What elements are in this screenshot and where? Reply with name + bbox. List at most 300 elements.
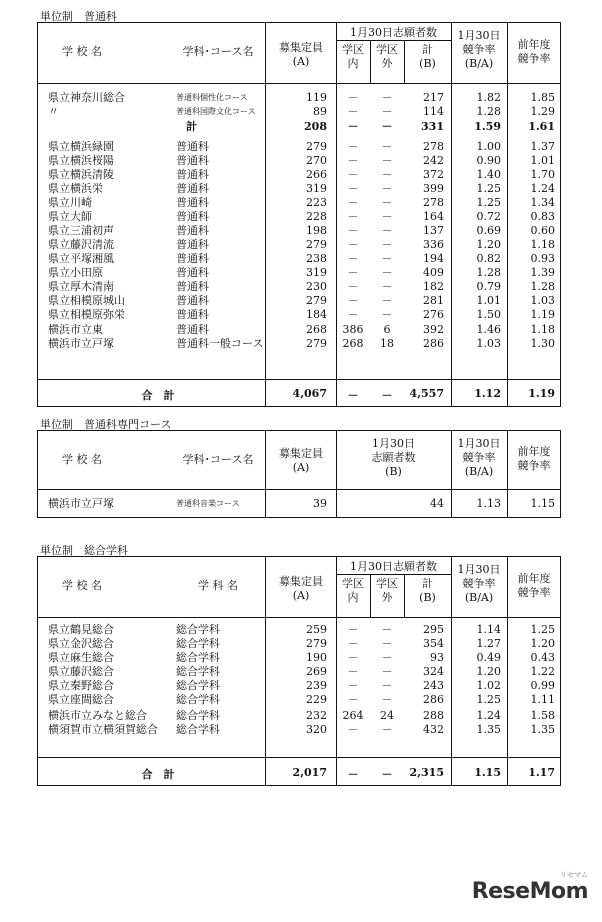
table-row: [38, 224, 560, 238]
total-in: －: [347, 389, 359, 402]
district-in: －: [347, 723, 359, 736]
district-in: －: [347, 693, 359, 706]
prev-ratio: 1.39: [530, 266, 555, 279]
ratio: 1.27: [476, 637, 501, 650]
table-header: [38, 23, 560, 84]
header-applicants: 1月30日志願者数: [350, 560, 437, 573]
prev-ratio: 1.85: [530, 91, 555, 104]
school-name: 〃: [48, 105, 59, 118]
school-name: 県立川崎: [48, 196, 92, 209]
ratio: 1.46: [476, 323, 501, 336]
prev-ratio: 1.24: [530, 182, 555, 195]
ratio: 1.25: [476, 196, 501, 209]
prev-ratio: 1.35: [530, 723, 555, 736]
prev-ratio: 0.93: [530, 252, 555, 265]
district-in: －: [347, 651, 359, 664]
applicants: 137: [423, 224, 444, 237]
ratio: 1.28: [476, 105, 501, 118]
total-prev: 1.19: [528, 387, 555, 400]
applicants: 399: [423, 182, 444, 195]
total-row: [38, 379, 560, 408]
applicants: 114: [423, 105, 444, 118]
prev-ratio: 1.03: [530, 294, 555, 307]
school-name: 県立藤沢清流: [48, 238, 114, 251]
table-row: [38, 665, 560, 679]
applicants: 93: [430, 651, 444, 664]
school-name: 県立小田原: [48, 266, 103, 279]
prev-ratio: 0.43: [530, 651, 555, 664]
prev-ratio: 1.15: [530, 497, 555, 510]
capacity: 184: [306, 308, 327, 321]
ratio: 1.59: [474, 120, 501, 133]
school-name: 県立厚木清南: [48, 280, 114, 293]
school-name: 県立座間総合: [48, 693, 114, 706]
header-total: 計: [422, 577, 433, 590]
header-total-sub: (B): [419, 57, 436, 70]
header-capacity: 募集定員: [279, 447, 323, 460]
district-out: －: [381, 266, 393, 279]
course-name: 普通科: [176, 308, 209, 321]
capacity: 223: [306, 196, 327, 209]
capacity: 198: [306, 224, 327, 237]
header-applicants-date: 1月30日: [372, 437, 415, 450]
total-in: －: [347, 768, 359, 781]
header-school: 学 校 名: [62, 579, 102, 592]
header-prev-sub: 競争率: [517, 52, 551, 65]
header-applicants: 1月30日志願者数: [350, 26, 437, 39]
district-out: －: [381, 252, 393, 265]
capacity: 320: [306, 723, 327, 736]
district-out: －: [381, 623, 393, 636]
applicants: 164: [423, 210, 444, 223]
total-ratio: 1.12: [474, 387, 501, 400]
district-in: 386: [342, 323, 364, 336]
header-capacity: 募集定員: [279, 575, 323, 588]
capacity: 232: [306, 709, 327, 722]
table-general: [37, 22, 561, 407]
table-row: [38, 196, 560, 210]
header-total-sub: (B): [419, 591, 436, 604]
logo-text: ReseMom: [471, 879, 588, 904]
course-name: 総合学科: [176, 637, 220, 650]
table-header: [38, 557, 560, 618]
district-in: －: [347, 105, 359, 118]
table-row: [38, 693, 560, 707]
table-row: [38, 637, 560, 651]
table-row: [38, 497, 560, 511]
header-course: 学科･コース名: [182, 45, 254, 58]
applicants: 242: [423, 154, 444, 167]
table-row: [38, 709, 560, 723]
school-name: 県立藤沢総合: [48, 665, 114, 678]
applicants: 392: [423, 323, 444, 336]
district-in: －: [347, 623, 359, 636]
header-ratio-date: 1月30日: [457, 437, 501, 450]
table-row: [38, 651, 560, 665]
table-row: [38, 120, 560, 134]
total-label: 合 計: [141, 768, 175, 781]
prev-ratio: 1.18: [530, 238, 555, 251]
table-special: [37, 430, 561, 518]
header-capacity-sub: (A): [292, 589, 310, 602]
header-ratio-sub: (B/A): [464, 57, 494, 70]
district-out: －: [381, 224, 393, 237]
ratio: 0.90: [476, 154, 501, 167]
applicants: 278: [423, 196, 444, 209]
course-name: 普通科音楽コース: [176, 499, 240, 508]
district-in: －: [347, 120, 359, 133]
prev-ratio: 1.25: [530, 623, 555, 636]
total-out: －: [381, 768, 393, 781]
total-capacity: 4,067: [292, 387, 327, 400]
prev-ratio: 1.30: [530, 337, 555, 350]
header-total: 計: [422, 43, 433, 56]
capacity: 266: [306, 168, 327, 181]
capacity: 230: [306, 280, 327, 293]
applicants: 182: [423, 280, 444, 293]
school-name: 県立大師: [48, 210, 92, 223]
school-name: 県立平塚湘風: [48, 252, 114, 265]
district-out: 24: [380, 709, 394, 722]
table-header: [38, 431, 560, 490]
course-name: 総合学科: [176, 679, 220, 692]
header-ratio: 競争率: [462, 43, 496, 56]
header-in: 学区: [342, 577, 364, 590]
header-prev: 前年度: [517, 38, 551, 51]
table-row: [38, 168, 560, 182]
header-out: 学区: [376, 577, 398, 590]
district-out: －: [381, 182, 393, 195]
applicants: 372: [423, 168, 444, 181]
header-capacity-sub: (A): [292, 55, 310, 68]
course-name: 普通科: [176, 323, 209, 336]
capacity: 229: [306, 693, 327, 706]
district-in: －: [347, 308, 359, 321]
prev-ratio: 1.34: [530, 196, 555, 209]
header-applicants-sub: (B): [385, 465, 402, 478]
header-capacity: 募集定員: [279, 41, 323, 54]
course-name: 普通科: [176, 140, 209, 153]
district-in: －: [347, 266, 359, 279]
district-out: －: [381, 308, 393, 321]
table-row: [38, 140, 560, 154]
capacity: 228: [306, 210, 327, 223]
course-name: 普通科: [176, 196, 209, 209]
ratio: 1.02: [476, 679, 501, 692]
ratio: 1.14: [476, 623, 501, 636]
course-name: 普通科: [176, 154, 209, 167]
district-out: －: [381, 637, 393, 650]
prev-ratio: 1.61: [528, 120, 555, 133]
total-capacity: 2,017: [292, 766, 327, 779]
total-out: －: [381, 389, 393, 402]
district-out: －: [381, 693, 393, 706]
course-name: 総合学科: [176, 623, 220, 636]
course-name: 普通科国際文化コース: [176, 107, 256, 116]
school-name: 県立鶴見総合: [48, 623, 114, 636]
district-out: 6: [383, 323, 391, 336]
total-applicants: 4,557: [409, 387, 444, 400]
school-name: 県立相模原城山: [48, 294, 125, 307]
section-title-special: 単位制 普通科専門コース: [40, 418, 172, 431]
ratio: 1.25: [476, 693, 501, 706]
header-course: 学科･コース名: [182, 453, 254, 466]
total-prev: 1.17: [528, 766, 555, 779]
district-out: －: [381, 91, 393, 104]
district-in: －: [347, 91, 359, 104]
header-course: 学 科 名: [198, 579, 238, 592]
ratio: 1.50: [476, 308, 501, 321]
course-name: 総合学科: [176, 665, 220, 678]
prev-ratio: 1.11: [530, 693, 555, 706]
prev-ratio: 1.22: [530, 665, 555, 678]
course-name: 総合学科: [176, 723, 220, 736]
resemom-logo[interactable]: [472, 879, 588, 904]
district-in: －: [347, 679, 359, 692]
district-out: －: [381, 294, 393, 307]
ratio: 1.82: [476, 91, 501, 104]
school-name: 横須賀市立横須賀総合: [48, 723, 158, 736]
logo-subtitle: リセマム: [560, 871, 588, 879]
district-out: －: [381, 196, 393, 209]
header-ratio-sub: (B/A): [464, 465, 494, 478]
ratio: 1.01: [476, 294, 501, 307]
capacity: 208: [304, 120, 327, 133]
capacity: 238: [306, 252, 327, 265]
course-name: 普通科: [176, 182, 209, 195]
school-name: 県立三浦初声: [48, 224, 114, 237]
course-name: 普通科一般コース: [176, 337, 264, 350]
total-label: 合 計: [141, 389, 175, 402]
table-row: [38, 337, 560, 351]
school-name: 横浜市立みなと総合: [48, 709, 147, 722]
ratio: 0.49: [476, 651, 501, 664]
table-row: [38, 623, 560, 637]
applicants: 354: [423, 637, 444, 650]
header-applicants: 志願者数: [371, 451, 416, 464]
capacity: 319: [306, 266, 327, 279]
applicants: 217: [423, 91, 444, 104]
ratio: 0.72: [476, 210, 501, 223]
ratio: 1.13: [476, 497, 501, 510]
school-name: 横浜市立東: [48, 323, 103, 336]
district-out: －: [381, 238, 393, 251]
course-name: 普通科: [176, 252, 209, 265]
district-out: －: [381, 665, 393, 678]
applicants: 194: [423, 252, 444, 265]
district-out: －: [381, 154, 393, 167]
header-in-sub: 内: [347, 57, 359, 70]
prev-ratio: 1.20: [530, 637, 555, 650]
header-school: 学 校 名: [62, 453, 102, 466]
prev-ratio: 1.29: [530, 105, 555, 118]
applicants: 432: [423, 723, 444, 736]
capacity: 270: [306, 154, 327, 167]
table-row: [38, 154, 560, 168]
school-name: 県立秦野総合: [48, 679, 114, 692]
header-prev: 前年度: [517, 445, 551, 458]
header-ratio-date: 1月30日: [457, 563, 501, 576]
capacity: 259: [306, 623, 327, 636]
district-out: －: [381, 210, 393, 223]
school-name: 県立相模原弥栄: [48, 308, 125, 321]
table-row: [38, 323, 560, 337]
capacity: 119: [306, 91, 327, 104]
header-in-sub: 内: [347, 591, 359, 604]
district-out: －: [381, 723, 393, 736]
header-ratio: 競争率: [462, 451, 496, 464]
prev-ratio: 1.19: [530, 308, 555, 321]
table-row: [38, 210, 560, 224]
district-out: －: [381, 120, 393, 133]
applicants: 288: [423, 709, 444, 722]
ratio: 1.25: [476, 182, 501, 195]
district-out: 18: [380, 337, 394, 350]
capacity: 279: [306, 238, 327, 251]
ratio: 0.82: [476, 252, 501, 265]
school-name: 県立横浜桜陽: [48, 154, 114, 167]
prev-ratio: 1.01: [530, 154, 555, 167]
school-name: 県立金沢総合: [48, 637, 114, 650]
capacity: 279: [306, 637, 327, 650]
ratio: 1.35: [476, 723, 501, 736]
total-row: [38, 757, 560, 787]
prev-ratio: 0.60: [530, 224, 555, 237]
ratio: 0.79: [476, 280, 501, 293]
district-out: －: [381, 651, 393, 664]
table-row: [38, 679, 560, 693]
ratio: 1.28: [476, 266, 501, 279]
table-row: [38, 105, 560, 119]
district-in: 268: [342, 337, 364, 350]
table-row: [38, 91, 560, 105]
district-out: －: [381, 679, 393, 692]
table-row: [38, 266, 560, 280]
school-name: 県立横浜緑園: [48, 140, 114, 153]
prev-ratio: 1.58: [530, 709, 555, 722]
course-name: 普通科: [176, 294, 209, 307]
header-prev-sub: 競争率: [517, 459, 551, 472]
school-name: 県立神奈川総合: [48, 91, 125, 104]
header-ratio-sub: (B/A): [464, 591, 494, 604]
course-name: 普通科: [176, 168, 209, 181]
table-row: [38, 294, 560, 308]
capacity: 239: [306, 679, 327, 692]
header-prev: 前年度: [517, 572, 551, 585]
school-name: 県立麻生総合: [48, 651, 114, 664]
capacity: 279: [306, 337, 327, 350]
table-row: [38, 723, 560, 737]
course-name: 計: [186, 120, 197, 133]
prev-ratio: 1.70: [530, 168, 555, 181]
prev-ratio: 0.83: [530, 210, 555, 223]
applicants: 278: [423, 140, 444, 153]
ratio: 1.20: [476, 238, 501, 251]
header-in: 学区: [342, 43, 364, 56]
district-in: －: [347, 182, 359, 195]
district-in: －: [347, 168, 359, 181]
ratio: 1.03: [476, 337, 501, 350]
district-in: －: [347, 196, 359, 209]
header-ratio-date: 1月30日: [457, 29, 501, 42]
applicants: 336: [423, 238, 444, 251]
course-name: 総合学科: [176, 651, 220, 664]
applicants: 409: [423, 266, 444, 279]
applicants: 243: [423, 679, 444, 692]
district-in: －: [347, 154, 359, 167]
table-row: [38, 252, 560, 266]
total-ratio: 1.15: [474, 766, 501, 779]
district-in: 264: [342, 709, 364, 722]
header-out-sub: 外: [381, 57, 393, 70]
applicants: 324: [423, 665, 444, 678]
ratio: 0.69: [476, 224, 501, 237]
ratio: 1.24: [476, 709, 501, 722]
section-title-integrated: 単位制 総合学科: [40, 544, 128, 557]
capacity: 269: [306, 665, 327, 678]
table-row: [38, 280, 560, 294]
school-name: 県立横浜清陵: [48, 168, 114, 181]
district-in: －: [347, 294, 359, 307]
district-in: －: [347, 252, 359, 265]
capacity: 268: [306, 323, 327, 336]
table-row: [38, 182, 560, 196]
ratio: 1.20: [476, 665, 501, 678]
district-in: －: [347, 140, 359, 153]
table-row: [38, 238, 560, 252]
course-name: 普通科: [176, 280, 209, 293]
school-name: 県立横浜栄: [48, 182, 103, 195]
school-name: 横浜市立戸塚: [48, 497, 114, 510]
applicants: 281: [423, 294, 444, 307]
applicants: 295: [423, 623, 444, 636]
course-name: 普通科: [176, 224, 209, 237]
header-ratio: 競争率: [462, 577, 496, 590]
district-out: －: [381, 280, 393, 293]
applicants: 276: [423, 308, 444, 321]
prev-ratio: 1.18: [530, 323, 555, 336]
course-name: 普通科: [176, 210, 209, 223]
district-out: －: [381, 140, 393, 153]
prev-ratio: 0.99: [530, 679, 555, 692]
district-in: －: [347, 665, 359, 678]
capacity: 89: [313, 105, 327, 118]
course-name: 普通科: [176, 266, 209, 279]
school-name: 横浜市立戸塚: [48, 337, 114, 350]
table-row: [38, 308, 560, 322]
table-integrated: [37, 556, 561, 786]
applicants: 44: [430, 497, 444, 510]
header-prev-sub: 競争率: [517, 586, 551, 599]
header-out: 学区: [376, 43, 398, 56]
header-school: 学 校 名: [62, 45, 102, 58]
header-capacity-sub: (A): [292, 461, 310, 474]
district-in: －: [347, 637, 359, 650]
district-in: －: [347, 280, 359, 293]
ratio: 1.40: [476, 168, 501, 181]
district-in: －: [347, 224, 359, 237]
capacity: 319: [306, 182, 327, 195]
district-out: －: [381, 168, 393, 181]
capacity: 39: [313, 497, 327, 510]
capacity: 279: [306, 140, 327, 153]
prev-ratio: 1.28: [530, 280, 555, 293]
course-name: 普通科個性化コース: [176, 93, 248, 102]
course-name: 総合学科: [176, 709, 220, 722]
capacity: 279: [306, 294, 327, 307]
ratio: 1.00: [476, 140, 501, 153]
applicants: 331: [421, 120, 444, 133]
